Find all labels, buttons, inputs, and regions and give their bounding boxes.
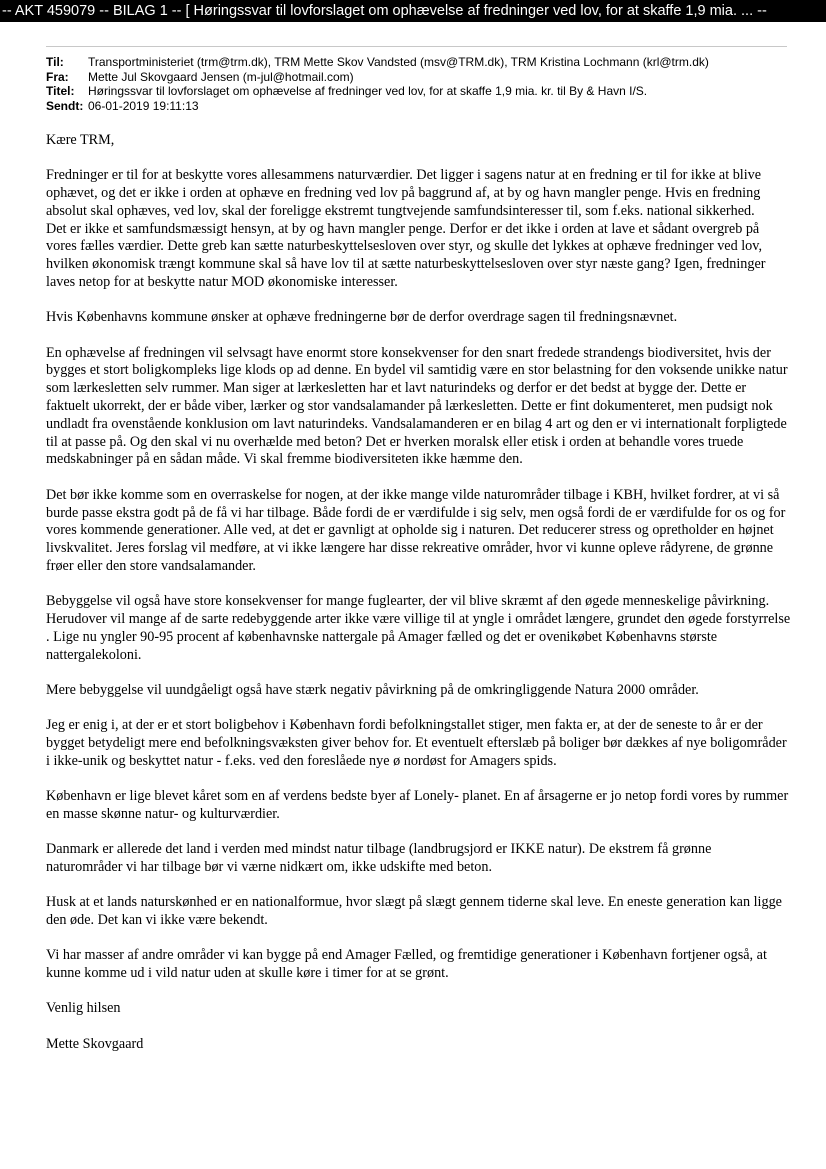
to-row xyxy=(46,55,806,70)
paragraph-2: Det er ikke et samfundsmæssigt hensyn, at by og havn mangler penge. Derfor er det ikke i orden at lave et sådant overgreb på vores fælles værdier. Dette greb kan sætte naturbeskyttelsesloven over styr, og skulle det lykkes at ophæve fredninger ved lov, hvilken økonomisk trængt kommune skal så have lov til at sætte naturbeskyttelsesloven over styr næste gang? Igen, fredninger laves netop for at beskytte natur MOD økonomiske interesser. xyxy=(46,220,766,291)
paragraph-6: Bebyggelse vil også have store konsekvenser for mange fuglearter, der vil blive skræmt af den øgede menneskelige påvirkning. Herudover vil mange af de sarte redebyggende arter ikke være villige til at yngle i området længere, grundet den øgede forstyrrelse . Lige nu yngler 90-95 procent af københavnske nattergale på Amager fælled og det er ovenikøbet Københavns største nattergalekoloni. xyxy=(46,593,791,663)
paragraph-3: Hvis Københavns kommune ønsker at ophæve fredningerne bør de derfor overdrage sagen til fredningsnævnet. xyxy=(46,309,678,326)
signature: Mette Skovgaard xyxy=(46,1035,144,1052)
sent-row xyxy=(46,99,806,114)
paragraph-11: Husk at et lands naturskønhed er en nationalformue, hvor slægt på slægt gennem tiderne skal leve. En eneste generation kan ligge den øde. Det kan vi ikke være bekendt. xyxy=(46,894,782,929)
closing: Venlig hilsen xyxy=(46,1000,121,1017)
from-value: Mette Jul Skovgaard Jensen (m-jul@hotmail.com) xyxy=(88,69,354,84)
paragraph-9: København er lige blevet kåret som en af verdens bedste byer af Lonely- planet. En af årsagerne er jo netop fordi vores by rummer en masse skønne natur- og kulturværdier. xyxy=(46,788,789,822)
sent-label: Sendt: xyxy=(46,98,84,113)
sent-value: 06-01-2019 19:11:13 xyxy=(88,98,199,113)
paragraph-12: Vi har masser af andre områder vi kan bygge på end Amager Fælled, og fremtidige generationer i København fortjener også, at kunne komme ud i vild natur uden at skulle køre i timer for at se grønt. xyxy=(46,947,767,982)
paragraph-7: Mere bebyggelse vil uundgåeligt også have stærk negativ påvirkning på de omkringliggende Natura 2000 områder. xyxy=(46,681,699,698)
to-label: Til: xyxy=(46,55,64,69)
from-label: Fra: xyxy=(46,69,69,84)
from-row xyxy=(46,70,806,85)
title-value: Høringssvar til lovforslaget om ophævelse af fredninger ved lov, for at skaffe 1,9 mia. kr. til By & Havn I/S. xyxy=(88,84,648,98)
paragraph-1: Fredninger er til for at beskytte vores allesammens naturværdier. Det ligger i sagens natur at en fredning er til for ikke at blive ophævet, og det er ikke i orden at ophæve en fredning ved lov på baggrund af, at by og havn mangler penge. Hvis en fredning absolut skal ophæves, ved lov, skal der foreligge ekstremt tungtvejende samfundsinteresser til, som f.eks. national sikkerhed. xyxy=(46,167,762,219)
email-header xyxy=(46,55,806,113)
paragraph-4: En ophævelse af fredningen vil selvsagt have enormt store konsekvenser for den snart fredede strandengs biodiversitet, hvis der bygges et stort boligkompleks lige klods op ad denne. En bydel vil samtidig være en stor belastning for den voksende unikke natur som lærkesletten selv rummer. Man siger at lærkesletten har et lavt naturindeks og derfor er det bedst at bygge der. Dette er faktuelt ukorrekt, der er både viber, lærker og stor vandsalamander på lærkesletten. Dette er fint dokumenteret, men pudsigt nok undladt fra ovenstående konklusion om lavt naturindeks. Vandsalamanderen er en bilag 4 art og den er vi internationalt forpligtede til at passe på. Og den skal vi nu overhælde med beton? Det er hverken moralsk eller etisk i orden at behandle vores truede medskabninger på en sådan måde. Vi skal fremme biodiversiteten ikke hæmme den. xyxy=(46,344,788,468)
title-label: Titel: xyxy=(46,84,75,98)
header-divider xyxy=(46,46,787,47)
letter-body xyxy=(46,132,791,1071)
greeting: Kære TRM, xyxy=(46,132,115,148)
paragraph-10: Danmark er allerede det land i verden med mindst natur tilbage (landbrugsjord er IKKE natur). De ekstrem få grønne naturområder vi har tilbage bør vi værne nidkært om, ikke udskifte med beton. xyxy=(46,841,712,875)
to-value: Transportministeriet (trm@trm.dk), TRM Mette Skov Vandsted (msv@TRM.dk), TRM Kristina Lochmann (krl@trm.dk) xyxy=(88,55,709,69)
paragraph-8: Jeg er enig i, at der er et stort boligbehov i København fordi befolkningstallet stiger, men fakta er, at der de seneste to år er der bygget betydeligt mere end befolkningsvæksten giver behov for. Et eventuelt efterslæb på boliger bør dækkes af nye boligområder i ikke-unik og beskyttet natur - f.eks. ved den foreslåede nye ø nordøst for Amagers spids. xyxy=(46,717,787,769)
title-row xyxy=(46,84,806,99)
paragraph-5: Det bør ikke komme som en overraskelse for nogen, at der ikke mange vilde naturområder tilbage i KBH, hvilket fordrer, at vi så burde passe ekstra godt på de få vi har tilbage. Både fordi de er værdifulde i sig selv, men også fordi de er værdifulde for os og for vores kommende generationer. Alle ved, at det er gavnligt at opholde sig i naturen. Det reducerer stress og opretholder en højnet livskvalitet. Jeres forslag vil medføre, at vi ikke længere har disse rekreative områder, hvor vi kunne opleve rådyrene, de grønne frøer eller den store vandsalamander. xyxy=(46,486,786,574)
document-banner: -- AKT 459079 -- BILAG 1 -- [ Høringssvar til lovforslaget om ophævelse af fredninger ved lov, for at skaffe 1,9 mia. ... -- xyxy=(0,0,826,22)
